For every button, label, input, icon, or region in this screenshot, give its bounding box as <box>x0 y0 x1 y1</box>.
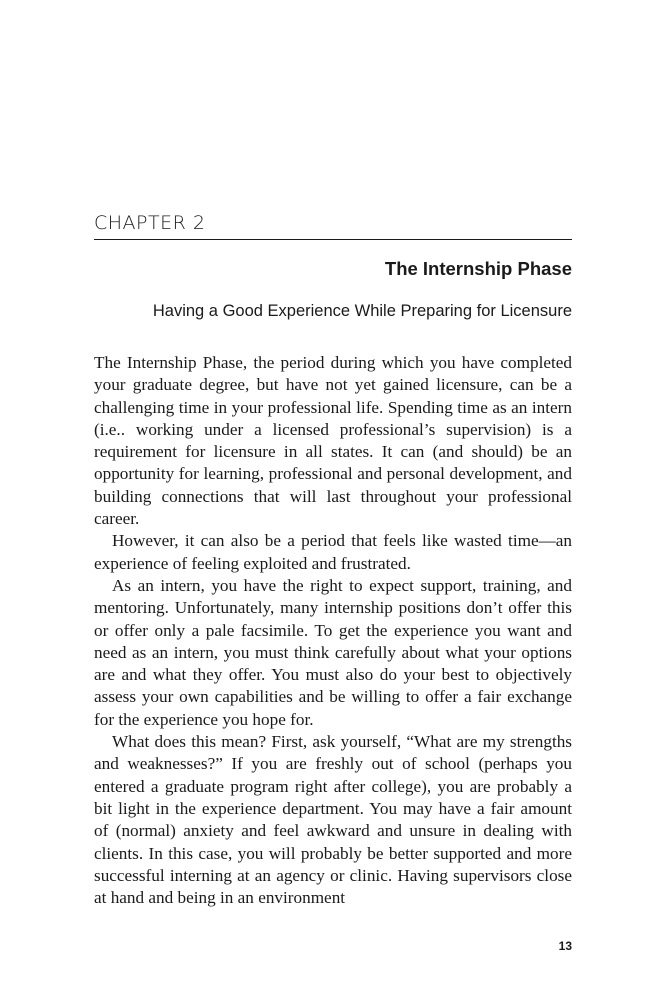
chapter-subtitle: Having a Good Experience While Preparing for Licensure <box>152 302 572 320</box>
paragraph-3: As an intern, you have the right to expect support, training, and mentoring. Unfortunately, many internship positions don’t offer this or offer only a pale facsimile. To get the experience you want and need as an intern, you must think carefully about what your options are and what they offer. You must also do your best to objectively assess your own capabilities and be willing to offer a fair exchange for the experience you hope for. <box>94 575 572 729</box>
paragraph-2: However, it can also be a period that feels like wasted time—an experience of feeling exploited and frustrated. <box>94 531 572 573</box>
chapter-divider <box>94 239 572 240</box>
page-number: 13 <box>558 939 572 953</box>
chapter-title: The Internship Phase <box>384 258 572 279</box>
paragraph-1: The Internship Phase, the period during which you have completed your graduate degree, but have not yet gained licensure, can be a challenging time in your professional life. Spending time as an intern (i.e.. working under a licensed professional’s supervision) is a requirement for licensure in all states. It can (and should) be an opportunity for learning, professional and personal development, and building connections that will last throughout your professional career. <box>94 353 572 529</box>
paragraph-4: What does this mean? First, ask yourself, “What are my strengths and weaknesses?” If you are freshly out of school (perhaps you entered a graduate program right after college), you are probably a bit light in the experience department. You may have a fair amount of (normal) anxiety and feel awkward and unsure in dealing with clients. In this case, you will probably be better supported and more successful interning at an agency or clinic. Having supervisors close at hand and being in an environment <box>94 732 572 908</box>
chapter-label: CHAPTER 2 <box>94 212 206 234</box>
body-text <box>94 352 572 909</box>
